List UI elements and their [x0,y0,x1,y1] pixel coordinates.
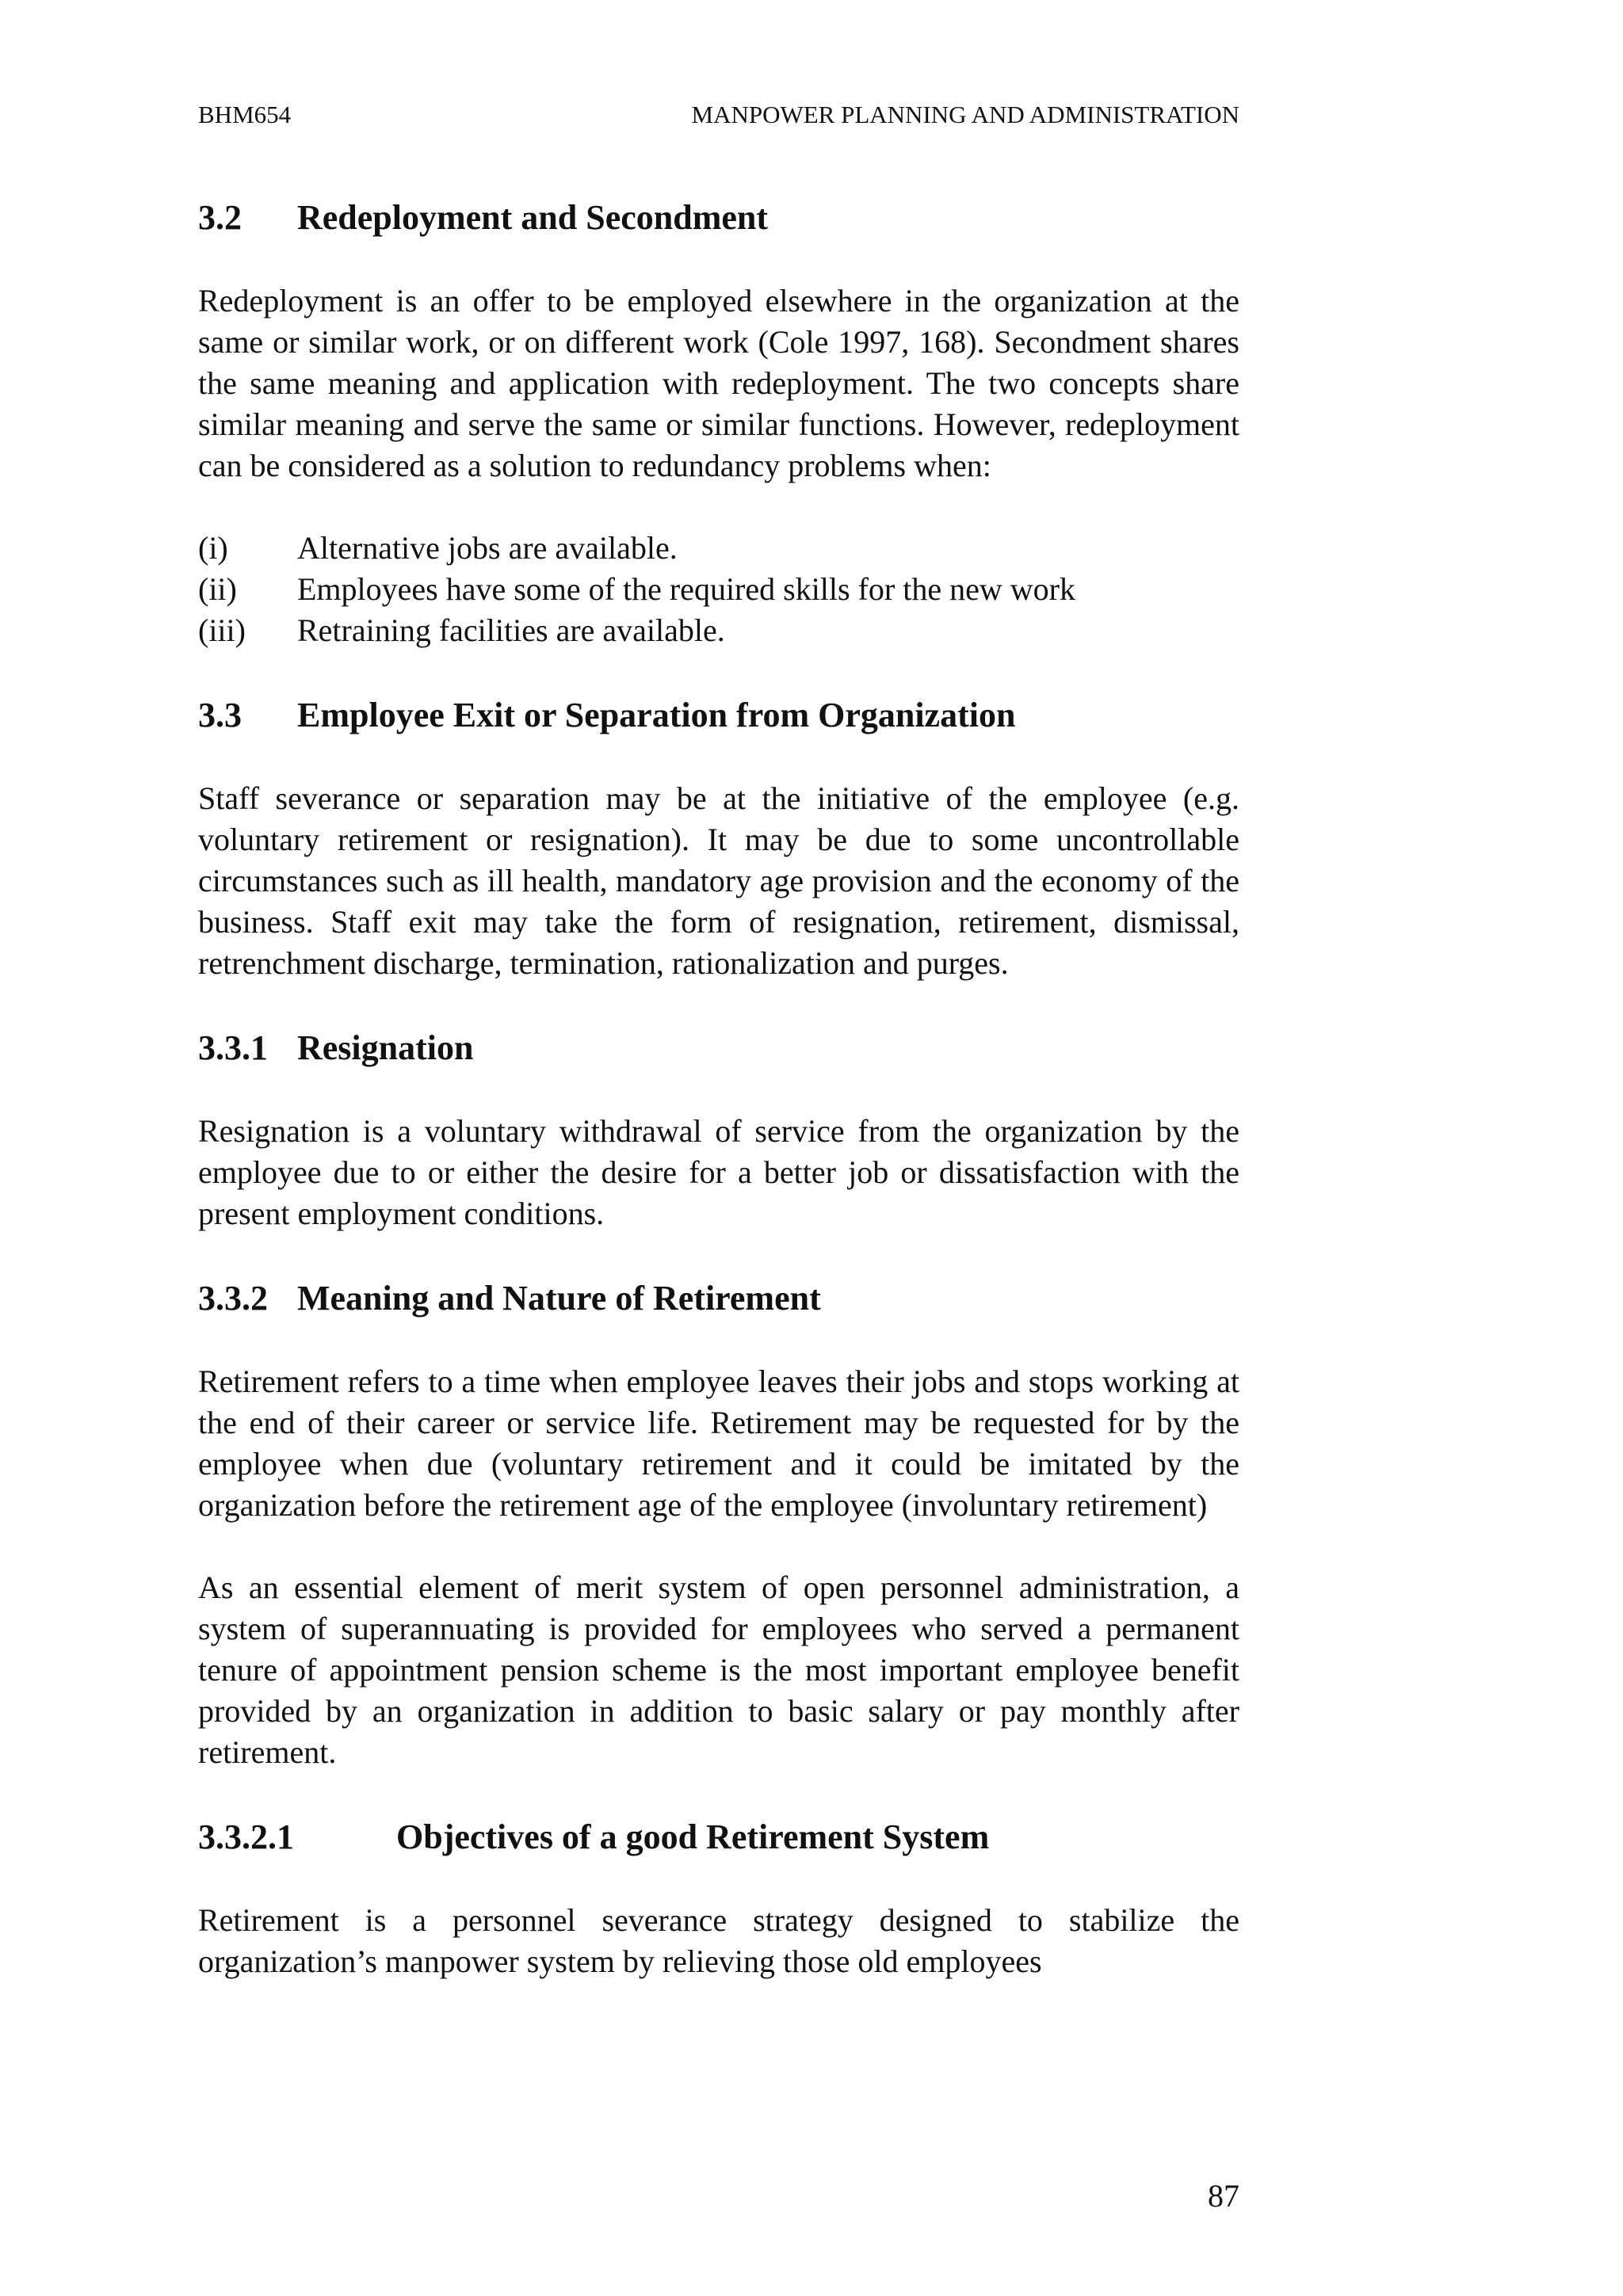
list-item-text: Alternative jobs are available. [297,530,678,566]
course-title: MANPOWER PLANNING AND ADMINISTRATION [691,101,1239,128]
list-marker: (ii) [198,571,237,607]
paragraph-retirement-objectives: Retirement is a personnel severance strategy designed to stabilize the organization’s manpower system by relieving those old employees [198,1902,1239,1979]
list-marker: (i) [198,530,228,566]
page-number: 87 [1208,2178,1239,2214]
section-title: Meaning and Nature of Retirement [297,1279,821,1318]
list-item [198,569,1239,610]
section-heading-3-3-2 [198,1276,1239,1322]
page-content [198,195,1239,1982]
section-heading-3-3 [198,692,1239,738]
redeployment-conditions-list [198,528,1239,651]
paragraph-separation: Staff severance or separation may be at the initiative of the employee (e.g. voluntary retirement or resignation). It may be due to some uncontrollable circumstances such as ill health, mandatory age provision and the economy of the business. Staff exit may take the form of resignation, retirement, dismissal, retrenchment discharge, termination, rationalization and purges. [198,780,1239,981]
list-item-text: Retraining facilities are available. [297,612,725,648]
section-title: Resignation [297,1028,474,1067]
section-number: 3.3.1 [198,1028,268,1067]
section-title: Redeployment and Secondment [297,198,769,237]
list-item-text: Employees have some of the required skills for the new work [297,571,1075,607]
list-item [198,528,1239,569]
list-item [198,610,1239,651]
section-number: 3.2 [198,198,242,237]
paragraph-superannuation: As an essential element of merit system of open personnel administration, a system of superannuating is provided for employees who served a permanent tenure of appointment pension scheme is the most important employee benefit provided by an organization in addition to basic salary or pay monthly after retirement. [198,1569,1239,1770]
section-heading-3-2 [198,195,1239,241]
section-number: 3.3.2.1 [198,1817,294,1856]
section-heading-3-3-2-1 [198,1814,1239,1860]
section-number: 3.3.2 [198,1279,268,1318]
section-title: Objectives of a good Retirement System [396,1817,990,1856]
section-number: 3.3 [198,696,242,734]
paragraph-retirement-meaning: Retirement refers to a time when employee leaves their jobs and stops working at the end of their career or service life. Retirement may be requested for by the employee when due (voluntary retirement and it could be imitated by the organization before the retirement age of the employee (involuntary retirement) [198,1363,1239,1523]
course-code: BHM654 [198,101,292,128]
paragraph-redeployment: Redeployment is an offer to be employed elsewhere in the organization at the same or similar work, or on different work (Cole 1997, 168). Secondment shares the same meaning and application with redeployment. The two concepts share similar meaning and serve the same or similar functions. However, redeployment can be considered as a solution to redundancy problems when: [198,283,1239,483]
section-heading-3-3-1 [198,1025,1239,1071]
list-marker: (iii) [198,612,246,648]
paragraph-resignation: Resignation is a voluntary withdrawal of service from the organization by the employee due to or either the desire for a better job or dissatisfaction with the present employment conditions. [198,1113,1239,1231]
section-title: Employee Exit or Separation from Organization [297,696,1016,734]
